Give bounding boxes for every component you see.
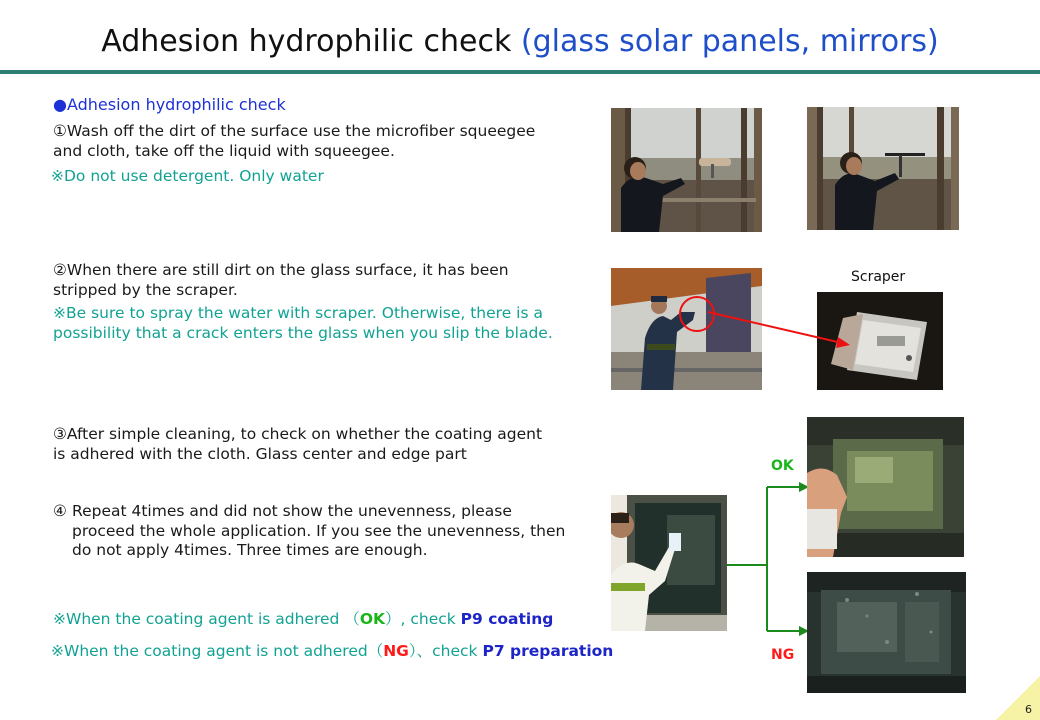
step4-line2: proceed the whole application. If you see the unevenness, then xyxy=(72,521,566,540)
photo-squeegee-blade xyxy=(807,107,959,230)
corner-decoration xyxy=(996,676,1040,720)
photo-ok-result xyxy=(807,417,964,557)
note-ng-tag: NG xyxy=(383,642,409,660)
red-arrow xyxy=(700,305,860,355)
step4-line1: Repeat 4times and did not show the unevenness, please xyxy=(72,502,512,520)
page-title xyxy=(0,24,1040,59)
step1-note: ※Do not use detergent. Only water xyxy=(51,167,324,185)
step4-number: ④ xyxy=(53,502,67,520)
step3-line1: ③After simple cleaning, to check on whether the coating agent xyxy=(53,425,543,443)
step2-line2: stripped by the scraper. xyxy=(53,280,238,299)
photo-squeegee-wipe xyxy=(611,108,762,232)
note-ok xyxy=(53,610,553,630)
photo-cloth-check xyxy=(611,495,727,631)
note-ng-mid: ）、check xyxy=(408,642,483,660)
step4-line3: do not apply 4times. Three times are enough. xyxy=(72,541,428,559)
step1-line1: ①Wash off the dirt of the surface use the microfiber squeegee xyxy=(53,122,536,140)
step2-text xyxy=(53,261,509,300)
bullet-icon: ● xyxy=(53,95,67,114)
section-heading xyxy=(53,95,286,115)
step1-line2: and cloth, take off the liquid with squeegee. xyxy=(53,141,395,160)
note-ok-mid: ）, check xyxy=(385,610,461,628)
step2-note-line1: ※Be sure to spray the water with scraper. Otherwise, there is a xyxy=(53,304,543,322)
note-ng xyxy=(51,642,613,662)
note-ng-pre: ※When the coating agent is not adhered（ xyxy=(51,642,384,660)
section-heading-text: Adhesion hydrophilic check xyxy=(66,95,286,114)
step3-text xyxy=(53,425,542,464)
ok-label: OK xyxy=(771,458,794,474)
note-ok-tag: OK xyxy=(359,610,385,628)
page-number: 6 xyxy=(1025,703,1032,716)
ng-label: NG xyxy=(771,647,795,663)
step2-note xyxy=(53,304,553,343)
step4-text xyxy=(53,502,565,561)
scraper-label: Scraper xyxy=(851,269,906,285)
step1-text xyxy=(53,122,535,161)
note-ok-ref: P9 coating xyxy=(460,610,554,628)
title-main: Adhesion hydrophilic check xyxy=(101,24,521,59)
note-ok-pre: ※When the coating agent is adhered （ xyxy=(53,610,360,628)
step2-note-line2: possibility that a crack enters the glass when you slip the blade. xyxy=(53,323,553,342)
title-subtitle: (glass solar panels, mirrors) xyxy=(520,24,939,59)
note-ng-ref: P7 preparation xyxy=(482,642,614,660)
step3-line2: is adhered with the cloth. Glass center and edge part xyxy=(53,444,467,463)
title-rule xyxy=(0,70,1040,74)
photo-ng-result xyxy=(807,572,966,693)
branch-arrow xyxy=(727,478,817,648)
step2-line1: ②When there are still dirt on the glass surface, it has been xyxy=(53,261,509,279)
